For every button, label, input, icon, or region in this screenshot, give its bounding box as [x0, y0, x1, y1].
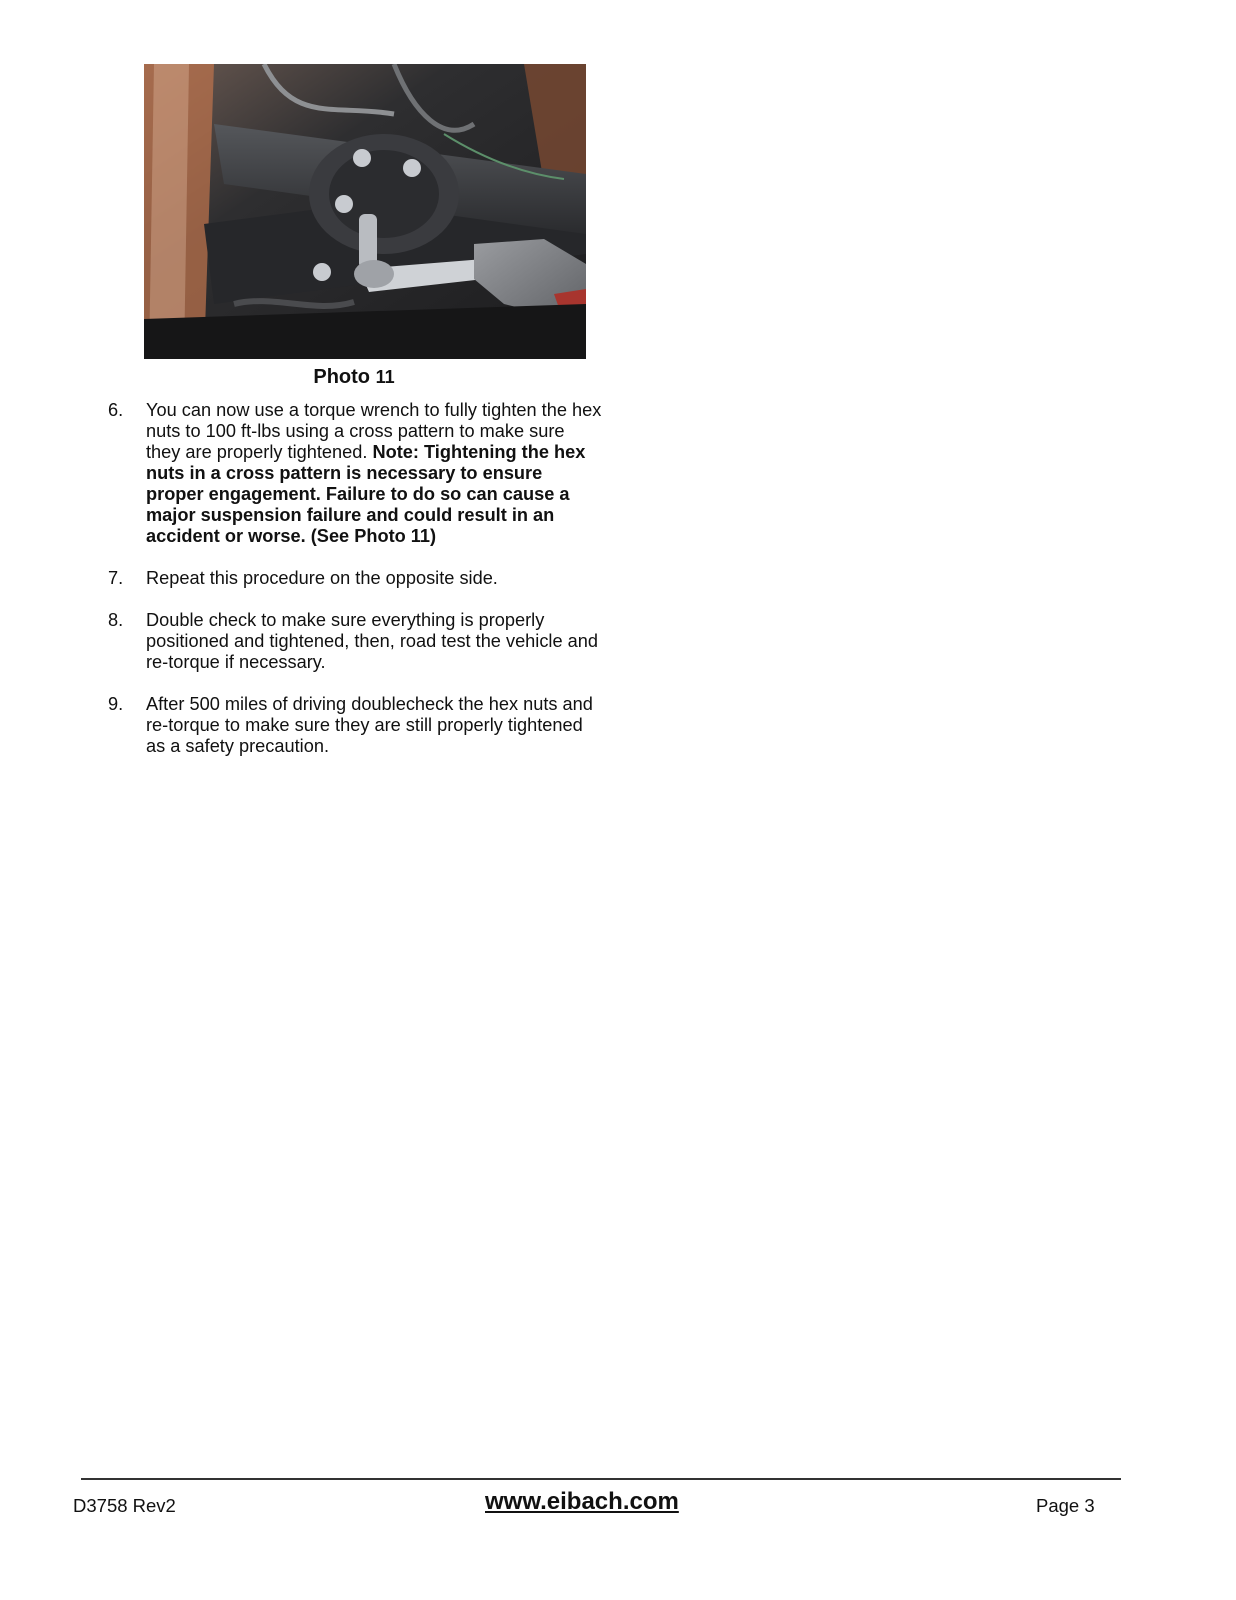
- step-6: [108, 400, 608, 547]
- step-text: [146, 400, 602, 547]
- step-text: After 500 miles of driving doublecheck the hex nuts and re-torque to make sure they are still properly tightened as a safety precaution.: [146, 694, 593, 756]
- step-number: 7.: [108, 568, 124, 588]
- instruction-steps: [108, 400, 608, 778]
- step-number: 8.: [108, 610, 124, 630]
- page-number: Page 3: [1036, 1495, 1095, 1516]
- step-8: [108, 610, 608, 673]
- photo-caption-word: Photo: [313, 366, 371, 388]
- step-7: [108, 568, 608, 589]
- undercarriage-photo: [144, 64, 586, 359]
- website-link[interactable]: www.eibach.com: [485, 1488, 679, 1515]
- step-text: Double check to make sure everything is properly positioned and tightened, then, road test the vehicle and re-torque if necessary.: [146, 610, 598, 672]
- step-number: 6.: [108, 400, 124, 420]
- step-9: [108, 694, 608, 757]
- photo-caption: [144, 366, 564, 389]
- photo-11-image: [144, 64, 586, 359]
- document-id: D3758 Rev2: [73, 1495, 176, 1516]
- photo-caption-number: 11: [375, 367, 395, 387]
- step-6-body: You can now use a torque wrench to fully tighten the hex nuts to 100 ft-lbs using a cross pattern to make sure they are properly tightened.: [146, 400, 602, 462]
- step-text: Repeat this procedure on the opposite side.: [146, 568, 498, 588]
- step-number: 9.: [108, 694, 124, 714]
- step-6-warning: Note: Tightening the hex nuts in a cross pattern is necessary to ensure proper engagement. Failure to do so can cause a major suspension failure and could result in an accident or worse. (See Photo 11): [146, 442, 586, 546]
- footer-divider: [81, 1478, 1121, 1480]
